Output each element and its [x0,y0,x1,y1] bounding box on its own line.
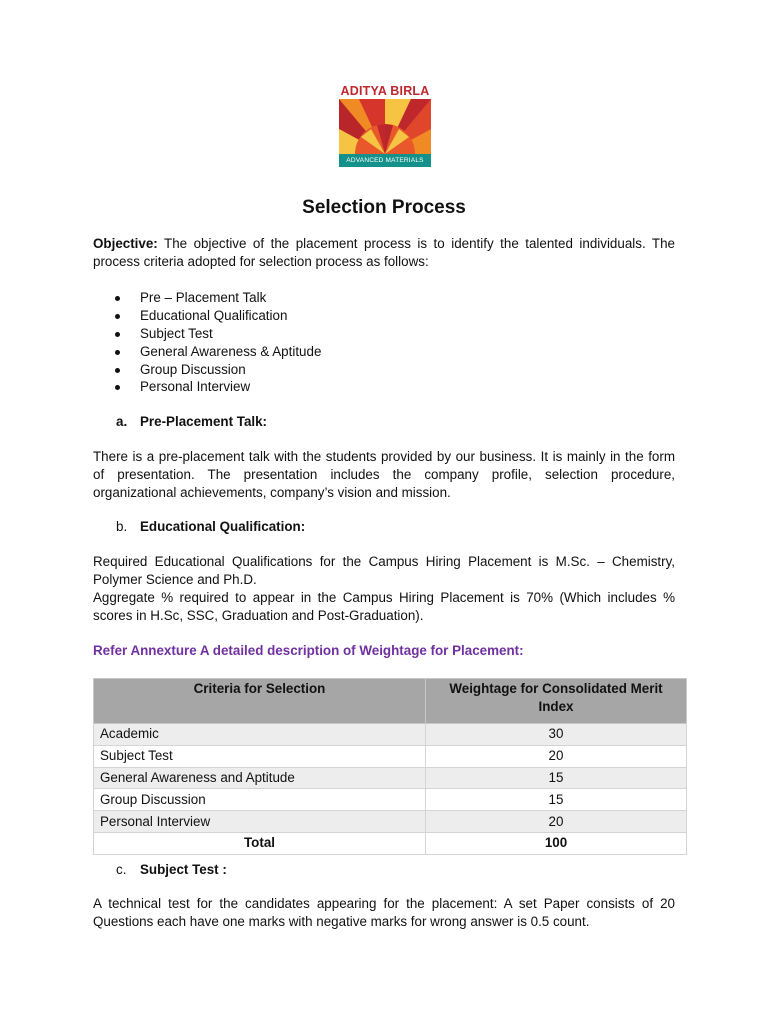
logo-division-band: ADVANCED MATERIALS [339,154,431,167]
column-header-weightage: Weightage for Consolidated Merit Index [426,679,687,724]
column-header-criteria: Criteria for Selection [94,679,426,724]
criteria-cell: Subject Test [94,745,426,767]
list-item: Personal Interview [112,378,321,396]
section-a-body: There is a pre-placement talk with the students provided by our business. It is mainly in the form of presentation. The presentation includes the company profile, selection procedure, organizational achievements, company’s vision and mission. [93,449,675,500]
total-label-cell: Total [94,832,426,854]
weightage-cell: 20 [426,811,687,833]
bullet-icon [115,296,120,301]
aditya-birla-logo [337,84,433,168]
bullet-icon [115,385,120,390]
bullet-icon [115,332,120,337]
weightage-cell: 30 [426,724,687,746]
logo-rising-sun-icon [339,99,431,154]
table-row [94,724,687,746]
page-title: Selection Process [302,197,466,218]
criteria-cell: Group Discussion [94,789,426,811]
section-c-body: A technical test for the candidates appearing for the placement: A set Paper consists of 20 Questions each have one marks with negative marks for wrong answer is 0.5 count. [93,896,675,929]
list-item: Subject Test [112,325,321,343]
weightage-cell: 20 [426,745,687,767]
objective-paragraph [93,235,675,271]
weightage-cell: 15 [426,789,687,811]
table-total-row [94,832,687,854]
criteria-cell: Academic [94,724,426,746]
table-row [94,789,687,811]
table-header-row [94,679,687,724]
table-row [94,745,687,767]
weightage-table [93,678,687,855]
list-item: Pre – Placement Talk [112,289,321,307]
total-value-cell: 100 [426,832,687,854]
criteria-cell: General Awareness and Aptitude [94,767,426,789]
bullet-icon [115,368,120,373]
section-b-qualifications: Required Educational Qualifications for the Campus Hiring Placement is M.Sc. – Chemistry, Polymer Science and Ph.D. [93,554,675,587]
section-b-body [93,553,675,625]
table-row [94,811,687,833]
annexure-note: Refer Annexture A detailed description of Weightage for Placement: [93,643,524,658]
section-b-aggregate: Aggregate % required to appear in the Campus Hiring Placement is 70% (Which includes % scores in H.Sc, SSC, Graduation and Post-Graduation). [93,590,675,623]
section-a-heading: a. Pre-Placement Talk: [116,414,268,429]
section-b-heading: b. Educational Qualification: [116,519,306,534]
weightage-cell: 15 [426,767,687,789]
list-item: Group Discussion [112,361,321,379]
logo-brand-text: ADITYA BIRLA [340,84,430,98]
criteria-bullet-list [112,289,321,396]
table-row [94,767,687,789]
objective-label: Objective: [93,236,158,251]
list-item: Educational Qualification [112,307,321,325]
bullet-icon [115,350,120,355]
criteria-cell: Personal Interview [94,811,426,833]
section-c-heading: c. Subject Test : [116,862,227,877]
list-item: General Awareness & Aptitude [112,343,321,361]
objective-text: The objective of the placement process is to identify the talented individuals. The process criteria adopted for selection process as follows: [93,236,675,269]
bullet-icon [115,314,120,319]
